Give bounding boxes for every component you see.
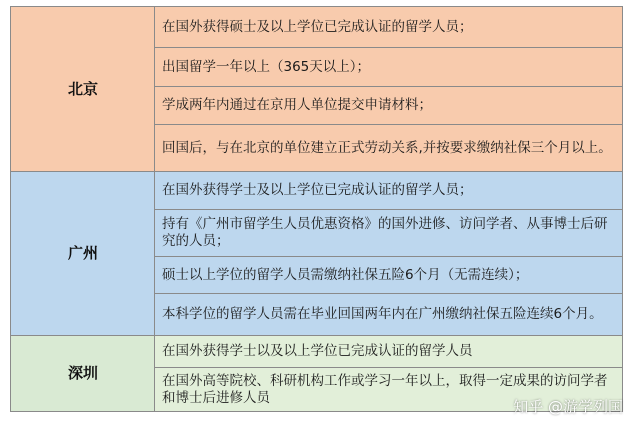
city-label-shenzhen: 深圳	[11, 336, 155, 412]
requirement-cell: 在国外获得硕士及以上学位已完成认证的留学人员；	[155, 7, 623, 48]
requirement-cell: 硕士以上学位的留学人员需缴纳社保五险6个月（无需连续）；	[155, 257, 623, 294]
requirement-cell: 在国外获得学士及以上学位已完成认证的留学人员；	[155, 172, 623, 210]
requirement-cell: 在国外获得学士以及以上学位已完成认证的留学人员	[155, 336, 623, 368]
table-row	[11, 336, 623, 368]
requirement-cell: 出国留学一年以上（365天以上）；	[155, 48, 623, 87]
city-label-guangzhou: 广州	[11, 172, 155, 336]
watermark-text: 知乎 @游学列国	[513, 398, 623, 416]
requirement-cell: 学成两年内通过在京用人单位提交申请材料；	[155, 87, 623, 125]
table-row	[11, 7, 623, 48]
requirement-cell: 本科学位的留学人员需在毕业回国两年内在广州缴纳社保五险连续6个月。	[155, 294, 623, 336]
policy-table	[10, 6, 623, 412]
city-label-beijing: 北京	[11, 7, 155, 172]
requirement-cell: 持有《广州市留学生人员优惠资格》的国外进修、访问学者、从事博士后研究的人员；	[155, 210, 623, 257]
table-row	[11, 172, 623, 210]
requirement-cell: 回国后，与在北京的单位建立正式劳动关系,并按要求缴纳社保三个月以上。	[155, 125, 623, 172]
watermark	[513, 396, 623, 417]
requirement-cell: 在国外高等院校、科研机构工作或学习一年以上，取得一定成果的访问学者和博士后进修人员	[155, 368, 623, 412]
